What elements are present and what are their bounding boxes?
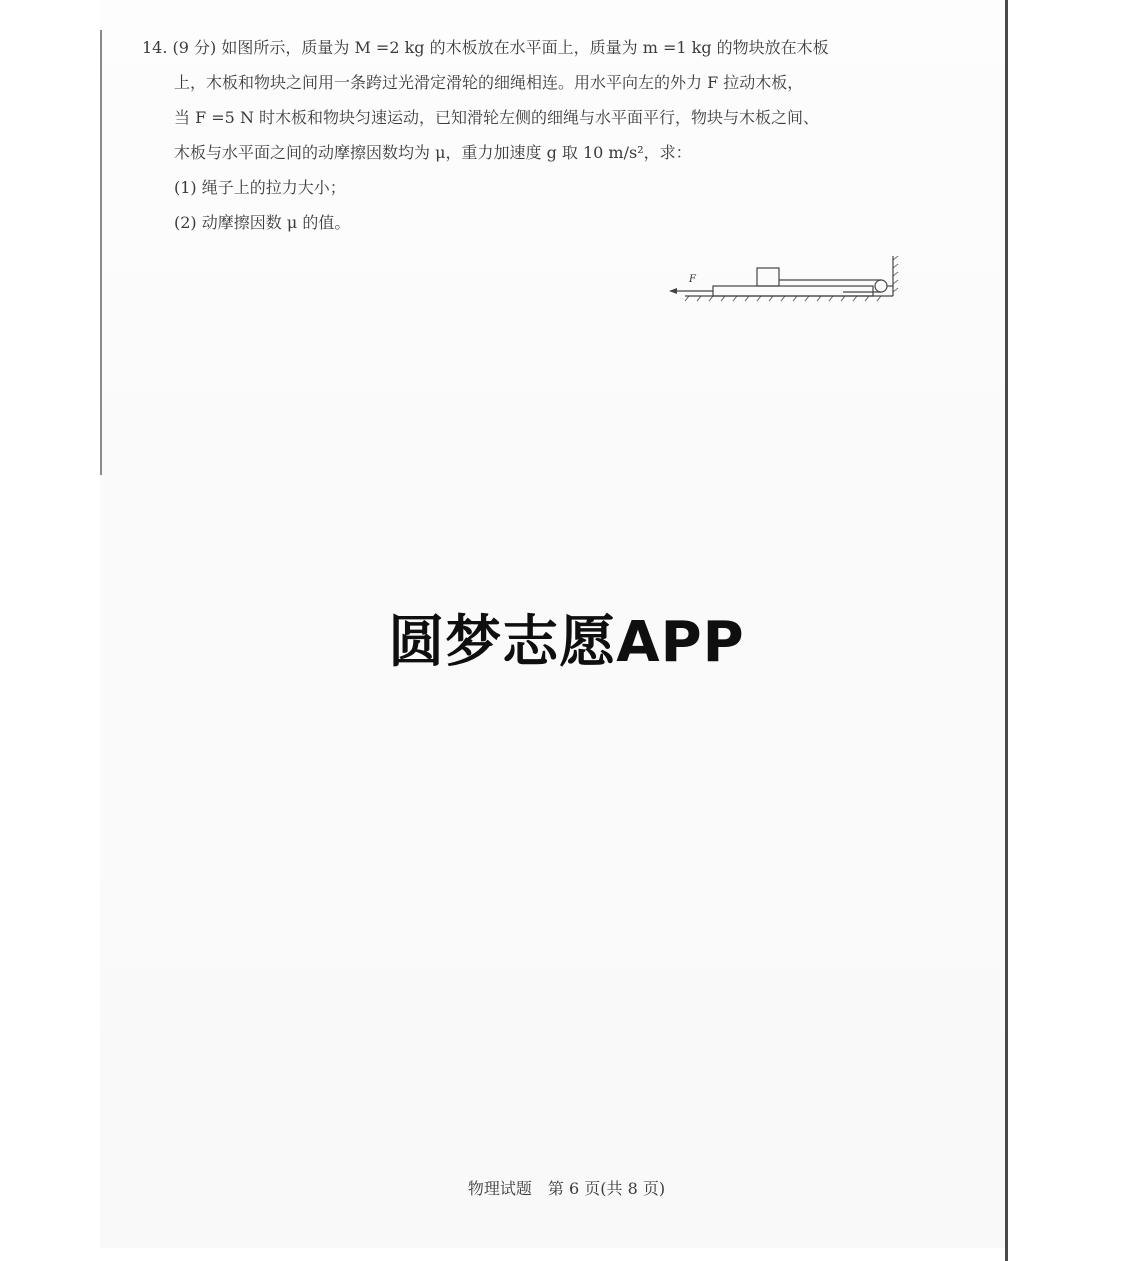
page-footer: 物理试题 第 6 页(共 8 页) bbox=[467, 1179, 666, 1198]
question-text-line-1: 14. (9 分) 如图所示，质量为 M =2 kg 的木板放在水平面上，质量为 m =1 kg 的物块放在木板 bbox=[142, 38, 829, 57]
pulley-board-diagram bbox=[665, 252, 905, 312]
sub-question-1: (1) 绳子上的拉力大小； bbox=[174, 178, 346, 197]
watermark-text: 圆梦志愿APP bbox=[388, 610, 745, 675]
left-margin-rule bbox=[100, 30, 102, 475]
question-14 bbox=[142, 30, 922, 240]
wall-hatching bbox=[893, 256, 898, 292]
sub-question-2: (2) 动摩擦因数 μ 的值。 bbox=[174, 213, 351, 232]
question-text-line-2: 上，木板和物块之间用一条跨过光滑定滑轮的细绳相连。用水平向左的外力 F 拉动木板， bbox=[174, 73, 804, 92]
wooden-board bbox=[713, 286, 873, 296]
question-text-line-3: 当 F =5 N 时木板和物块匀速运动，已知滑轮左侧的细绳与水平面平行，物块与木板之间、 bbox=[174, 108, 820, 127]
pulley bbox=[875, 280, 887, 292]
ground-hatching bbox=[685, 296, 881, 301]
force-label: F bbox=[689, 274, 696, 285]
question-text-line-4: 木板与水平面之间的动摩擦因数均为 μ，重力加速度 g 取 10 m/s²，求： bbox=[174, 143, 692, 162]
force-arrow-head bbox=[669, 288, 677, 294]
block bbox=[757, 268, 779, 286]
